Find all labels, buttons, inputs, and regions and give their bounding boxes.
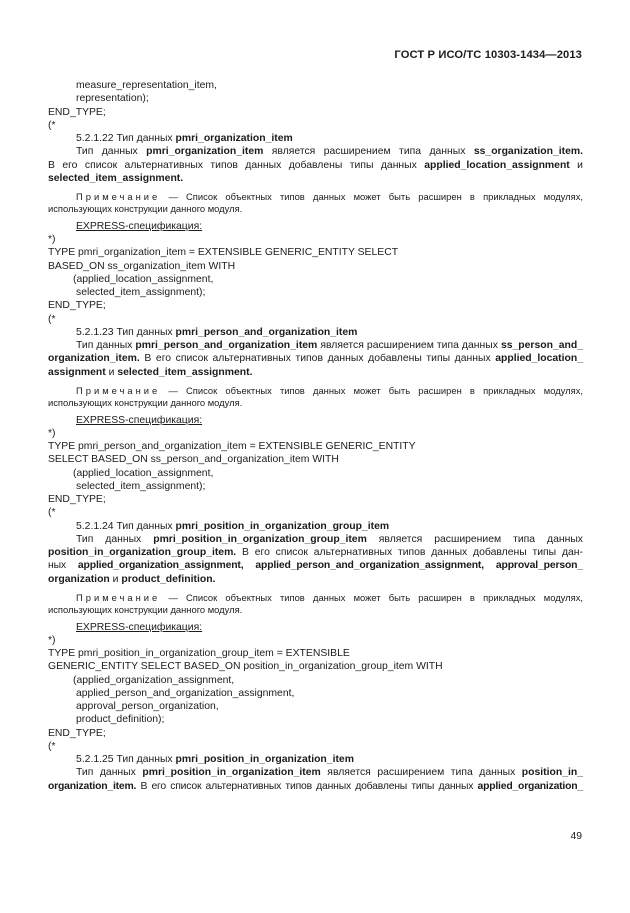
page-number: 49 <box>570 831 582 842</box>
document-header: ГОСТ Р ИСО/ТС 10303-1434—2013 <box>394 49 582 61</box>
note-text: — Список объектных типов данных может быть расширен в прикладных модулях, <box>160 384 583 396</box>
code-line: (applied_location_assignment, <box>73 467 214 479</box>
code-line: selected_item_assignment); <box>76 287 206 299</box>
type-name: position_in_organization_group_item. <box>48 547 237 559</box>
code-line: selected_item_assignment); <box>76 480 206 492</box>
note-text: — Список объектных типов данных может быть расширен в прикладных модулях, <box>160 191 583 202</box>
note-line: использующих конструкции данного модуля. <box>48 203 243 215</box>
paragraph-line <box>48 766 583 779</box>
code-line: SELECT BASED_ON ss_person_and_organization_item WITH <box>48 454 339 466</box>
text-run: является расширением типа данных <box>320 767 522 779</box>
code-line: *) <box>48 427 56 439</box>
express-spec-text: EXPRESS-спецификация: <box>76 414 203 426</box>
note-line: использующих конструкции данного модуля. <box>48 604 243 616</box>
page-content <box>48 79 583 793</box>
code-line: *) <box>48 634 56 646</box>
type-name: pmri_organization_item <box>146 146 264 158</box>
paragraph-line <box>48 573 583 586</box>
section-number: 5.2.1.24 Тип данных <box>76 520 176 532</box>
code-line: measure_representation_item, <box>76 80 217 91</box>
code-line: representation); <box>76 93 149 105</box>
type-name: ss_organization_item. <box>473 146 583 158</box>
code-line: END_TYPE; <box>48 106 106 118</box>
paragraph-line <box>48 366 583 379</box>
paragraph-line <box>48 533 583 546</box>
code-line: (applied_organization_assignment, <box>73 674 235 686</box>
express-spec-label <box>48 220 583 233</box>
code-line: TYPE pmri_organization_item = EXTENSIBLE GENERIC_ENTITY SELECT <box>48 247 399 259</box>
type-name: pmri_position_in_organization_group_item <box>153 533 367 545</box>
text-run: В его список альтернативных типов данных добавлены типы данных <box>136 780 478 792</box>
code-line: product_definition); <box>76 714 165 726</box>
code-line: (* <box>48 119 56 131</box>
paragraph-line <box>48 559 583 572</box>
code-line: END_TYPE; <box>48 300 106 312</box>
express-spec-label <box>48 621 583 634</box>
note-label: Примечание <box>76 191 161 202</box>
type-name: selected_item_assignment. <box>117 366 253 378</box>
text-run: Тип данных <box>76 533 154 545</box>
paragraph-line <box>48 159 583 172</box>
type-name: selected_item_assignment. <box>48 172 184 184</box>
note-line: использующих конструкции данного модуля. <box>48 397 243 409</box>
note-label: Примечание <box>76 591 161 603</box>
text-run: В его список альтернативных типов данных добавлены типы дан- <box>236 547 583 559</box>
code-line: TYPE pmri_person_and_organization_item = EXTENSIBLE GENERIC_ENTITY <box>48 441 416 453</box>
section-type-name: pmri_position_in_organization_group_item <box>175 520 390 532</box>
code-line: (applied_location_assignment, <box>73 273 214 285</box>
express-spec-text: EXPRESS-спецификация: <box>76 220 203 232</box>
paragraph-line <box>48 352 583 365</box>
text-run: В его список альтернативных типов данных добавлены типы данных <box>139 353 496 365</box>
type-name: ss_person_and_ <box>500 340 583 352</box>
text-run: ных <box>48 560 78 572</box>
code-line: (* <box>48 507 56 519</box>
note-label: Примечание <box>76 384 161 396</box>
section-number: 5.2.1.22 Тип данных <box>76 133 176 144</box>
text-run: и <box>109 573 122 585</box>
code-line: (* <box>48 313 56 325</box>
section-type-name: pmri_organization_item <box>175 133 293 144</box>
code-line: GENERIC_ENTITY SELECT BASED_ON position_in_organization_group_item WITH <box>48 661 443 673</box>
type-name: position_in_ <box>521 767 583 779</box>
section-heading-23 <box>48 326 583 339</box>
code-line: *) <box>48 234 56 246</box>
code-line: END_TYPE; <box>48 494 106 506</box>
type-name: applied_organization_assignment, applied_person_and_organization_assignment, approval_person_ <box>77 560 584 572</box>
text-run: Тип данных <box>76 340 136 352</box>
code-line: TYPE pmri_position_in_organization_group_item = EXTENSIBLE <box>48 648 350 660</box>
paragraph-line <box>48 546 583 559</box>
type-name: applied_location_ <box>495 353 583 365</box>
text-run: и <box>105 366 118 378</box>
note-line <box>48 385 583 397</box>
type-name: applied_location_assignment <box>424 159 570 171</box>
type-name: pmri_person_and_organization_item <box>135 340 318 352</box>
section-number: 5.2.1.23 Тип данных <box>76 326 176 338</box>
text-run: и <box>569 159 583 171</box>
text-run: В его список альтернативных типов данных добавлены типы данных <box>48 159 425 171</box>
paragraph-line <box>48 145 583 158</box>
type-name: assignment <box>48 366 106 378</box>
text-run: Тип данных <box>76 146 147 158</box>
section-heading-22 <box>48 132 583 145</box>
paragraph-line <box>48 339 583 352</box>
type-name: applied_organization_ <box>477 780 583 792</box>
text-run: является расширением типа данных <box>263 146 474 158</box>
type-name: organization_item. <box>48 780 137 792</box>
note-line <box>48 191 583 203</box>
section-heading-25 <box>48 753 583 766</box>
type-name: organization_item. <box>48 353 140 365</box>
section-number: 5.2.1.25 Тип данных <box>76 754 176 766</box>
express-spec-text: EXPRESS-спецификация: <box>76 621 203 633</box>
type-name: organization <box>48 573 110 585</box>
section-type-name: pmri_position_in_organization_item <box>175 754 354 766</box>
section-type-name: pmri_person_and_organization_item <box>175 326 358 338</box>
code-line: applied_person_and_organization_assignment, <box>76 687 295 699</box>
paragraph-line <box>48 172 583 185</box>
code-line: (* <box>48 740 56 752</box>
note-line <box>48 592 583 604</box>
type-name: pmri_position_in_organization_item <box>142 767 321 779</box>
note-text: — Список объектных типов данных может быть расширен в прикладных модулях, <box>160 591 583 603</box>
text-run: является расширением типа данных <box>366 533 583 545</box>
section-heading-24 <box>48 520 583 533</box>
code-line: approval_person_organization, <box>76 701 219 713</box>
paragraph-line <box>48 780 583 793</box>
code-line: END_TYPE; <box>48 727 106 739</box>
type-name: product_definition. <box>121 573 216 585</box>
text-run: Тип данных <box>76 767 143 779</box>
express-spec-label <box>48 414 583 427</box>
code-line: BASED_ON ss_organization_item WITH <box>48 260 236 272</box>
text-run: является расширением типа данных <box>317 340 501 352</box>
